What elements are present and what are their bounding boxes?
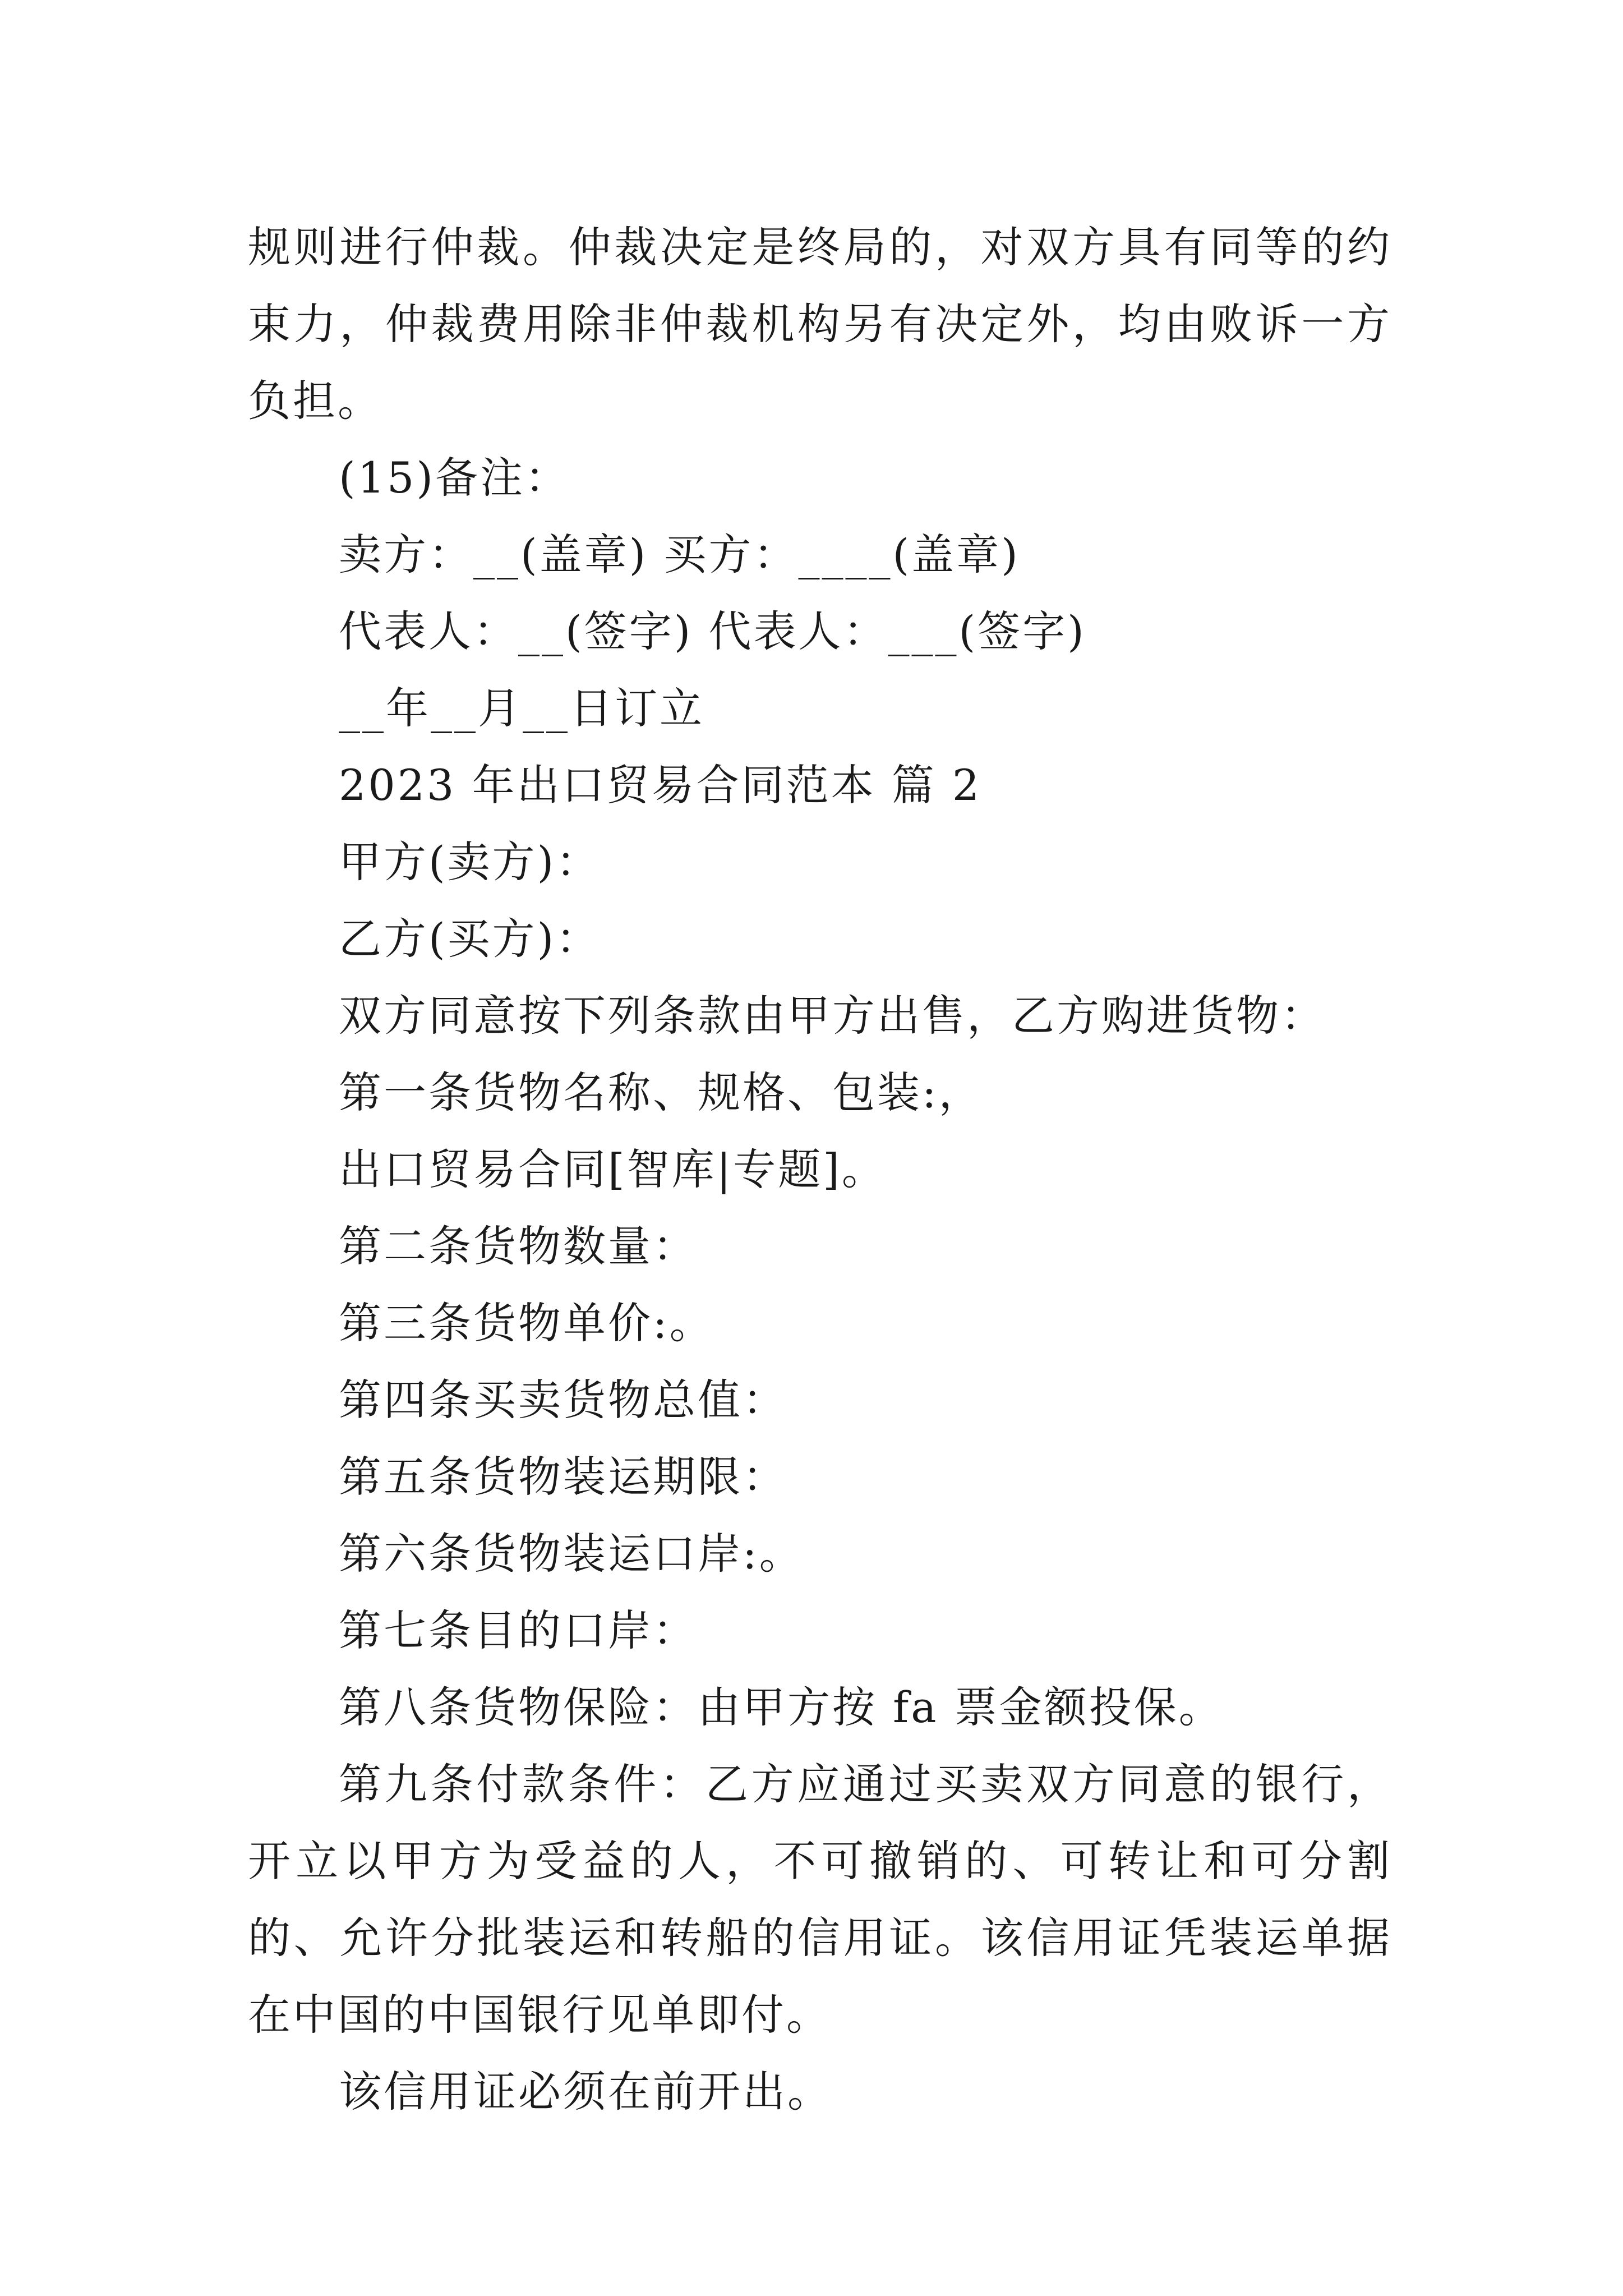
paragraph-date-line: __年__月__日订立: [339, 683, 704, 733]
paragraph-contract-topic: 出口贸易合同[智库|专题]。: [339, 1144, 887, 1194]
clause-3: 第三条货物单价:。: [339, 1298, 714, 1348]
clause-4: 第四条买卖货物总值：: [339, 1375, 787, 1425]
paragraph-party-b: 乙方(买方)：: [339, 914, 601, 964]
clause-8: 第八条货物保险：由甲方按 fa 票金额投保。: [339, 1682, 1224, 1732]
document-body: [248, 209, 1392, 2130]
clause-6: 第六条货物装运口岸:。: [339, 1529, 804, 1579]
paragraph-seal-line: 卖方：__(盖章) 买方：____(盖章): [339, 530, 1020, 579]
clause-5: 第五条货物装运期限：: [339, 1452, 787, 1502]
clause-9: 第九条付款条件：乙方应通过买卖双方同意的银行，开立以甲方为受益的人，不可撤销的、可转让和可分割的、允许分批装运和转船的信用证。该信用证凭装运单据在中国的中国银行见单即付。: [248, 1759, 1392, 2040]
section-heading: 2023 年出口贸易合同范本 篇 2: [339, 760, 982, 810]
paragraph-arbitration-rules: 规则进行仲裁。仲裁决定是终局的，对双方具有同等的约束力，仲裁费用除非仲裁机构另有决定外，均由败诉一方负担。: [248, 222, 1392, 426]
clause-2: 第二条货物数量：: [339, 1221, 698, 1271]
paragraph-signature-line: 代表人：__(签字) 代表人：___(签字): [339, 606, 1086, 656]
paragraph-party-a: 甲方(卖方)：: [339, 837, 601, 887]
clause-7: 第七条目的口岸：: [339, 1605, 698, 1655]
paragraph-agreement: 双方同意按下列条款由甲方出售，乙方购进货物：: [339, 991, 1326, 1041]
paragraph-letter-of-credit: 该信用证必须在前开出。: [339, 2067, 832, 2116]
paragraph-remarks: (15)备注：: [339, 453, 570, 503]
clause-1: 第一条货物名称、规格、包装:，: [339, 1068, 984, 1117]
